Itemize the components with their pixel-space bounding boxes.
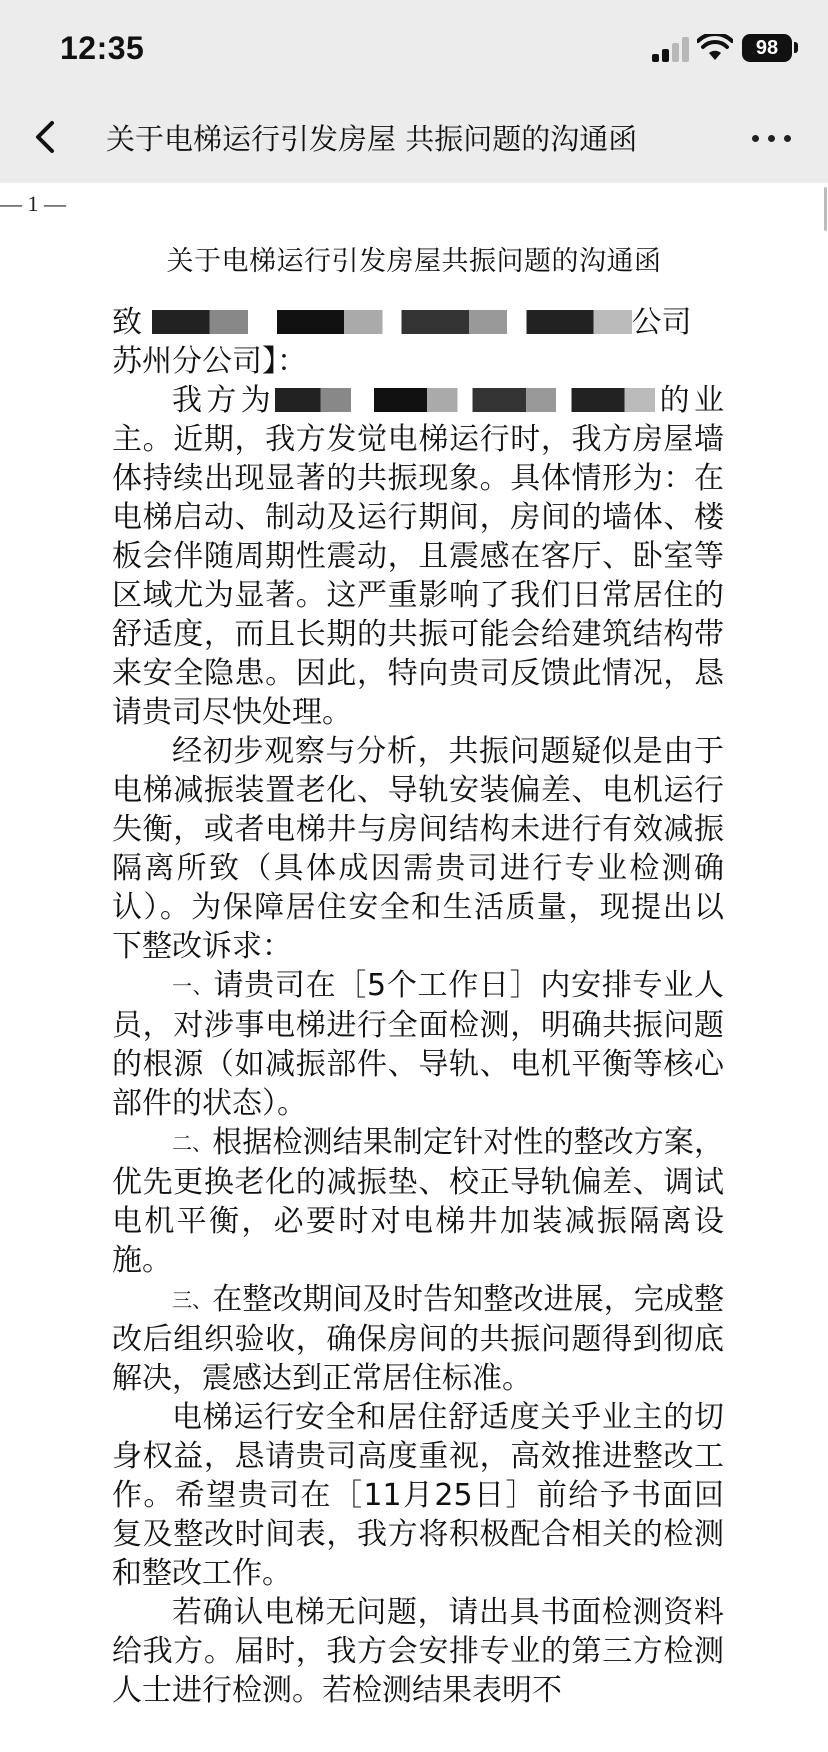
paragraph-1 [112, 381, 724, 732]
document-title: 关于电梯运行引发房屋共振问题的沟通函 [166, 246, 662, 277]
cellular-signal-icon [652, 37, 692, 62]
nav-title-fade [678, 117, 718, 161]
request-item-2 [112, 1123, 724, 1280]
nav-title [106, 117, 718, 161]
document-body [112, 303, 724, 1710]
item-1-text: 请贵司在［5个工作日］内安排专业人员，对涉事电梯进行全面检测，明确共振问题的根源（如减振部件、导轨、电机平衡等核心部件的状态）。 [112, 968, 724, 1121]
greeting-line-2: 苏州分公司】： [112, 344, 307, 379]
p1-prefix: 我方为 [172, 383, 276, 418]
greeting-line [112, 303, 724, 342]
p1-rest: 的业主。近期，我方发觉电梯运行时，我方房屋墙体持续出现显著的共振现象。具体情形为：在电梯启动、制动及运行期间，房间的墙体、楼板会伴随周期性震动，且震感在客厅、卧室等区域尤为显著。这严重影响了我们日常居住的舒适度，而且长期的共振可能会给建筑结构带来安全隐患。因此，特向贵司反馈此情况，恳请贵司尽快处理。 [112, 383, 725, 730]
page-number: — 1 — [0, 191, 66, 216]
battery-cap [794, 42, 798, 53]
item-2-number: 二、 [172, 1131, 213, 1155]
request-item-3 [112, 1280, 724, 1398]
greeting-suffix: 公司 [631, 305, 692, 340]
greeting-prefix: 致 [112, 305, 142, 340]
redacted-company-name [152, 310, 632, 334]
back-arrow-icon[interactable] [28, 117, 64, 157]
more-options-icon[interactable] [750, 123, 794, 153]
scrollbar-thumb[interactable] [824, 187, 827, 231]
paragraph-4: 若确认电梯无问题，请出具书面检测资料给我方。届时，我方会安排专业的第三方检测人士进行检测。若检测结果表明不 [112, 1595, 724, 1708]
status-bar [0, 0, 828, 95]
document-view[interactable] [0, 183, 828, 1752]
item-3-number: 三、 [172, 1288, 213, 1312]
item-1-number: 一、 [172, 974, 214, 998]
paragraph-3: 电梯运行安全和居住舒适度关乎业主的切身权益，恳请贵司高度重视，高效推进整改工作。希望贵司在［11月25日］前给予书面回复及整改时间表，我方将积极配合相关的检测和整改工作。 [112, 1400, 724, 1591]
wifi-icon [697, 34, 733, 62]
item-2-text: 根据检测结果制定针对性的整改方案，优先更换老化的减振垫、校正导轨偏差、调试电机平衡，必要时对电梯井加装减振隔离设施。 [112, 1125, 725, 1278]
paragraph-2: 经初步观察与分析，共振问题疑似是由于电梯减振装置老化、导轨安装偏差、电机运行失衡，或者电梯井与房间结构未进行有效减振隔离所致（具体成因需贵司进行专业检测确认）。为保障居住安全和生活质量，现提出以下整改诉求： [112, 734, 724, 964]
nav-title-text: 关于电梯运行引发房屋 共振问题的沟通函 [106, 122, 638, 156]
redacted-property-address [275, 388, 655, 412]
nav-bar [0, 95, 828, 183]
item-3-text: 在整改期间及时告知整改进展，完成整改后组织验收，确保房间的共振问题得到彻底解决，震感达到正常居住标准。 [112, 1282, 725, 1396]
status-time: 12:35 [60, 30, 145, 66]
battery-indicator: 98 [742, 34, 792, 62]
request-item-1 [112, 966, 724, 1123]
